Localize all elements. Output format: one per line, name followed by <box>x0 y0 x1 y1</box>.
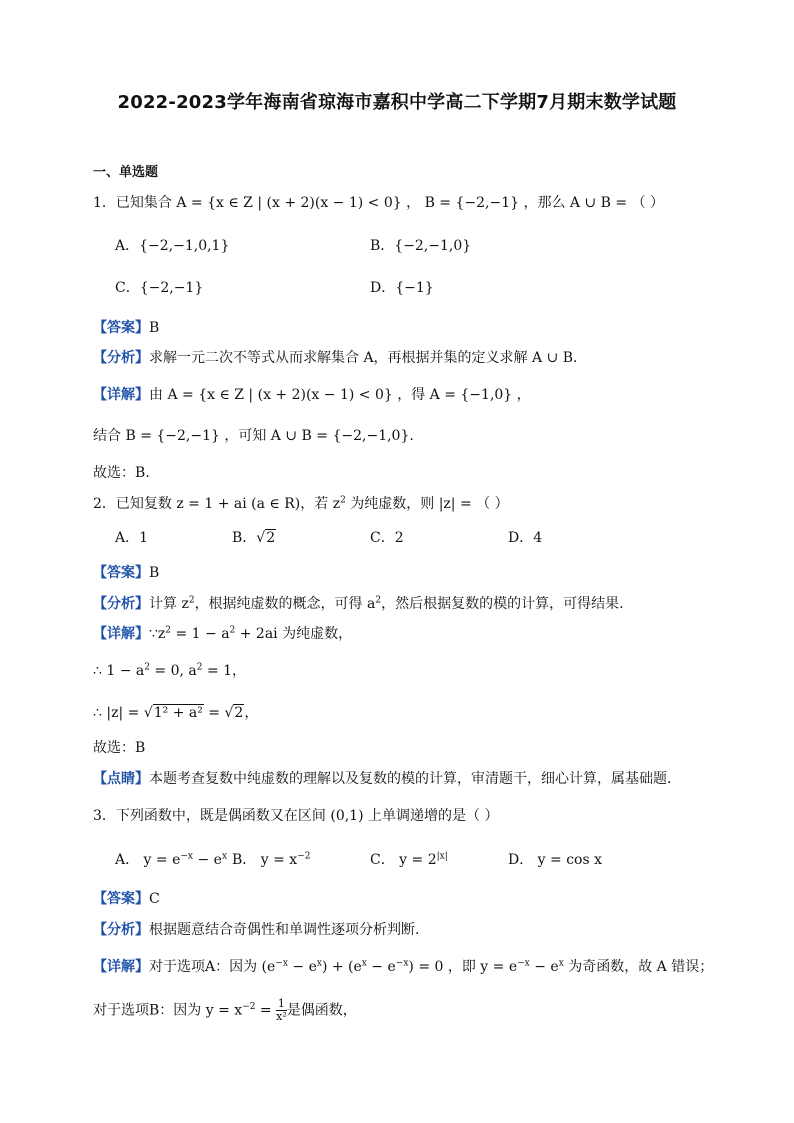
fraction <box>276 998 287 1023</box>
exponent: −2 <box>297 851 311 862</box>
detail-text: − e <box>529 959 559 975</box>
detail-text: = 1， <box>202 663 247 679</box>
q1-analysis <box>93 348 578 368</box>
detail-text: ∴ 1 − a <box>93 663 145 679</box>
q1-detail <box>93 385 531 405</box>
q2-answer <box>93 563 159 583</box>
detail-text: = <box>203 705 225 721</box>
q1-option-a: A．{−2,−1,0,1} <box>115 238 230 254</box>
answer-label: 【答案】 <box>93 565 149 581</box>
fraction-denominator: x² <box>276 1010 287 1023</box>
detail-text: 是偶函数， <box>286 1002 357 1019</box>
section-heading: 一、单选题 <box>93 165 159 180</box>
answer-label: 【答案】 <box>93 891 149 907</box>
q2-choose: 故选：B <box>93 740 146 756</box>
option-text: − e <box>193 852 222 868</box>
q2-option-b: B．√2 <box>232 530 276 546</box>
q2-option-d: D．4 <box>508 530 543 546</box>
q3-stem: 3．下列函数中，既是偶函数又在区间 (0,1) 上单调递增的是（ ） <box>93 808 499 824</box>
answer-value: B <box>149 320 160 336</box>
exponent: x <box>361 958 367 969</box>
q2-detail-line3: ∴ |z| = √1² + a² = √2， <box>93 705 259 721</box>
detail-text: 对于选项A：因为 (e <box>149 959 276 975</box>
q3-option-a <box>115 850 227 870</box>
q1-option-d: D．{−1} <box>370 280 434 296</box>
q3-option-d: D． y = cos x <box>508 852 603 868</box>
q1-answer <box>93 318 159 338</box>
q2-comment <box>93 769 671 789</box>
answer-label: 【答案】 <box>93 320 149 336</box>
exponent: x <box>558 958 564 969</box>
exponent: x <box>221 851 228 862</box>
exponent: x <box>316 958 322 969</box>
detail-text: ∴ |z| = <box>93 705 144 721</box>
option-text: A． y = e <box>115 852 181 868</box>
detail-text: ， <box>244 705 259 721</box>
detail-text: + 2ai 为纯虚数， <box>235 626 353 642</box>
option-text: B． y = x <box>232 852 298 868</box>
detail-text: − e <box>366 959 396 975</box>
detail-text: ) + (e <box>321 959 362 975</box>
exponent: −x <box>275 958 288 969</box>
q2-stem-part: 为纯虚数，则 |z| = （ ） <box>345 496 509 512</box>
sqrt-value: 2 <box>266 530 276 546</box>
detail-text: 对于选项B：因为 y = x <box>93 1002 243 1019</box>
detail-text: = <box>255 1002 277 1019</box>
q2-option-a: A．1 <box>115 530 149 546</box>
detail-label: 【详解】 <box>93 959 149 975</box>
analysis-text: 计算 z <box>149 596 189 612</box>
analysis-text: 求解一元二次不等式从而求解集合 A，再根据并集的定义求解 A ∪ B. <box>149 350 578 366</box>
option-letter: B． <box>232 530 257 546</box>
q2-option-c: C．2 <box>370 530 404 546</box>
q3-option-b <box>232 850 310 870</box>
detail-text: ) = 0 ，即 y = e <box>408 959 518 975</box>
analysis-label: 【分析】 <box>93 350 149 366</box>
q3-answer <box>93 889 160 909</box>
q2-analysis: 【分析】计算 $z^2$，根据纯虚数的概念，可得 $a^2$，然后根据复数的模的计算，可得结果. <box>93 595 624 612</box>
detail-text: ∵z <box>149 626 166 642</box>
q2-detail-line2: ∴ $1 - a^2 = 0$, $a^2 = 1$， <box>93 662 247 679</box>
q3-detail-line2 <box>93 998 357 1023</box>
detail-text: 为奇函数，故 A 错误； <box>563 959 714 975</box>
q2-stem: 2．已知复数 z = 1 + ai (a ∈ R)，若 $z^2$ 为纯虚数，则 |z| = （ ） <box>93 495 509 512</box>
comment-label: 【点睛】 <box>93 771 149 787</box>
analysis-text: 根据题意结合奇偶性和单调性逐项分析判断. <box>149 922 420 938</box>
q3-detail <box>93 957 713 977</box>
answer-value: B <box>149 565 160 581</box>
analysis-text: ，然后根据复数的模的计算，可得结果. <box>381 596 624 612</box>
q3-analysis <box>93 920 419 940</box>
sqrt-value: 1² + a² <box>153 705 203 721</box>
exponent: |x| <box>436 851 448 862</box>
detail-label: 【详解】 <box>93 387 149 403</box>
analysis-label: 【分析】 <box>93 922 149 938</box>
exponent: −x <box>395 958 409 969</box>
detail-text: = 1 − a <box>171 626 230 642</box>
analysis-label: 【分析】 <box>93 596 149 612</box>
q1-stem: 1．已知集合 A = {x ∈ Z | (x + 2)(x − 1) < 0} ， B = {−2,−1} ，那么 A ∪ B = （ ） <box>93 195 665 211</box>
exponent: −x <box>180 851 194 862</box>
detail-label: 【详解】 <box>93 626 149 642</box>
option-text: C． y = 2 <box>370 852 437 868</box>
analysis-text: ，根据纯虚数的概念，可得 a <box>194 596 376 612</box>
detail-text: − e <box>287 959 317 975</box>
exponent: −2 <box>242 1001 256 1012</box>
detail-text: = 0, a <box>149 663 197 679</box>
q1-choose: 故选：B. <box>93 465 150 481</box>
exponent: −x <box>517 958 530 969</box>
comment-text: 本题考查复数中纯虚数的理解以及复数的模的计算，审清题干，细心计算，属基础题. <box>149 771 672 787</box>
q1-option-c: C．{−2,−1} <box>115 280 204 296</box>
page-title: 2022-2023学年海南省琼海市嘉积中学高二下学期7月期末数学试题 <box>117 92 677 113</box>
q2-stem-part: 2．已知复数 z = 1 + ai (a ∈ R)，若 z <box>93 496 341 512</box>
detail-text: 由 A = {x ∈ Z | (x + 2)(x − 1) < 0} ，得 A = {−1,0} ， <box>149 387 531 403</box>
q3-option-c <box>370 850 448 870</box>
q1-option-b: B．{−2,−1,0} <box>370 238 472 254</box>
sqrt-value: 2 <box>234 705 244 721</box>
q2-detail: 【详解】$\because z^2 = 1 - a^2 + 2ai$ 为纯虚数， <box>93 625 353 642</box>
answer-value: C <box>149 891 160 907</box>
fraction-numerator: 1 <box>277 997 285 1010</box>
q1-detail-line2: 结合 B = {−2,−1} ，可知 A ∪ B = {−2,−1,0}. <box>93 428 414 444</box>
